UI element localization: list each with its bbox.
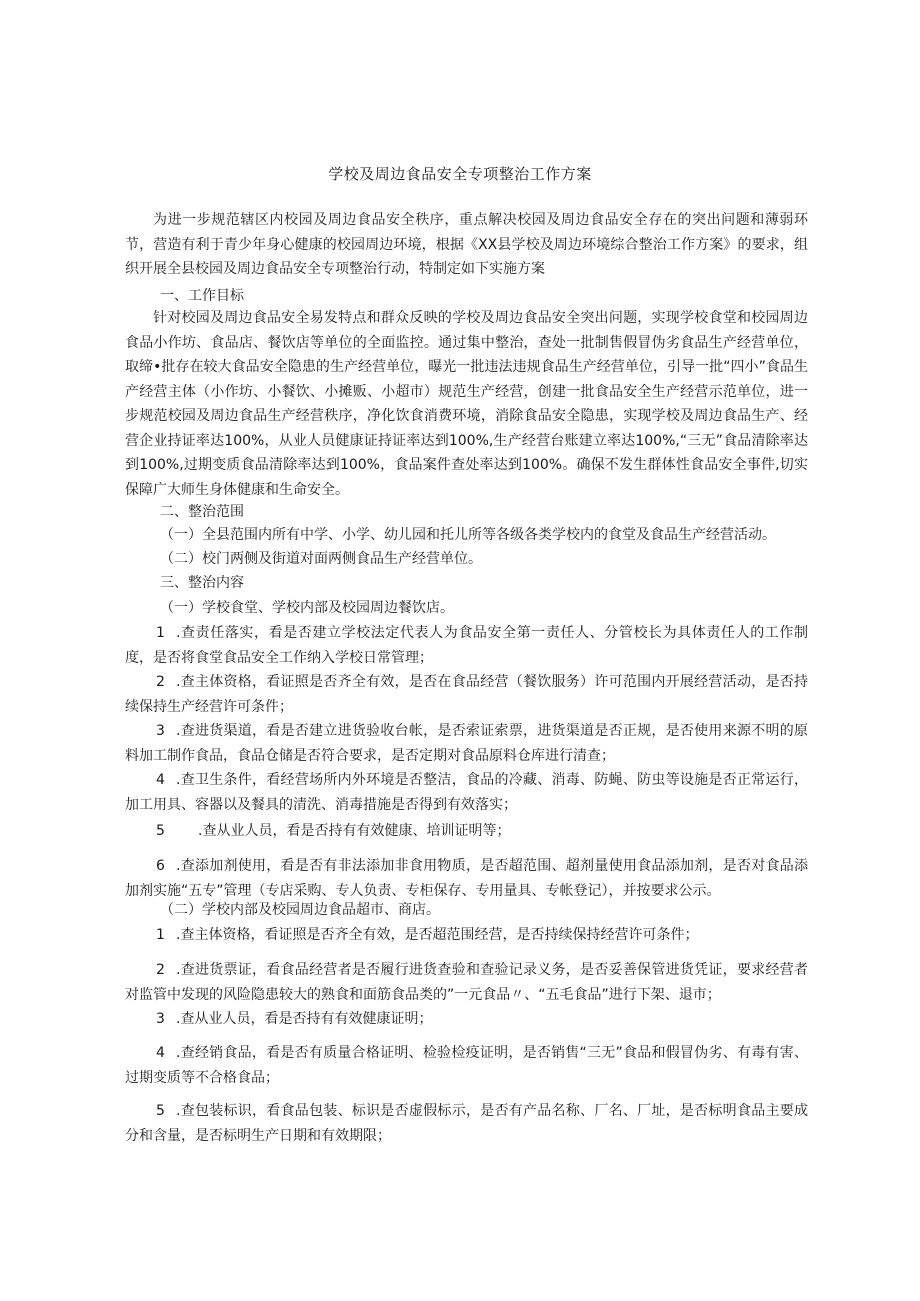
part1-item-5 bbox=[125, 819, 808, 844]
item-number: 5 bbox=[156, 823, 165, 839]
part2-item-4 bbox=[125, 1041, 808, 1091]
item-text: .查主体资格，看证照是否齐全有效，是否在食品经营（餐饮服务）许可范围内开展经营活动，是否持续保持生产经营许可条件； bbox=[125, 674, 808, 715]
item-number: 4 bbox=[156, 1045, 165, 1061]
section2-item-1: （一）全县范围内所有中学、小学、幼儿园和托儿所等各级各类学校内的食堂及食品生产经营活动。 bbox=[160, 527, 776, 543]
item-text: .查进货渠道，看是否建立进货验收台帐，是否索证索票，进货渠道是否正规，是否使用来源不明的原料加工制作食品，食品仓储是否符合要求，是否定期对食品原料仓库进行清查； bbox=[125, 723, 808, 764]
intro-paragraph: 为进一步规范辖区内校园及周边食品安全秩序，重点解决校园及周边食品安全存在的突出问题和薄弱环节，营造有利于青少年身心健康的校园周边环境，根据《XX县学校及周边环境综合整治工作方案》的要求，组织开展全县校园及周边食品安全专项整治行动，特制定如下实施方案 bbox=[125, 212, 808, 277]
item-text: .查从业人员，看是否持有有效健康证明； bbox=[176, 1011, 433, 1027]
section3-heading: 三、整治内容 bbox=[160, 575, 244, 591]
item-text: .查责任落实，看是否建立学校法定代表人为食品安全第一责任人、分管校长为具体责任人的工作制度，是否将食堂食品安全工作纳入学校日常管理； bbox=[125, 625, 808, 666]
item-number: 4 bbox=[156, 772, 165, 788]
item-number: 3 bbox=[156, 723, 165, 739]
item-text: .查添加剂使用，看是否有非法添加非食用物质，是否超范围、超剂量使用食品添加剂，是否对食品添加剂实施“五专”管理（专店采购、专人负责、专柜保存、专用量具、专帐登记），并按要求公示。 bbox=[125, 858, 808, 899]
item-text: .查从业人员，看是否持有有效健康、培训证明等； bbox=[198, 823, 511, 839]
part1-item-2 bbox=[125, 670, 808, 720]
item-text: .查卫生条件，看经营场所内外环境是否整洁，食品的冷藏、消毒、防蝇、防虫等设施是否正常运行，加工用具、容器以及餐具的清洗、消毒措施是否得到有效落实； bbox=[125, 772, 808, 813]
item-text: .查经销食品，看是否有质量合格证明、检验检疫证明，是否销售“三无”食品和假冒伪劣、有毒有害、过期变质等不合格食品； bbox=[125, 1045, 808, 1086]
item-number: 6 bbox=[156, 858, 165, 874]
item-text: .查包装标识，看食品包装、标识是否虚假标示，是否有产品名称、厂名、厂址，是否标明食品主要成分和含量，是否标明生产日期和有效期限； bbox=[125, 1103, 808, 1144]
item-number: 5 bbox=[156, 1103, 165, 1119]
section2-heading: 二、整治范围 bbox=[160, 504, 244, 520]
item-number: 3 bbox=[156, 1011, 165, 1027]
section3-part2-heading: （二）学校内部及校园周边食品超市、商店。 bbox=[160, 902, 440, 918]
part2-item-2 bbox=[125, 958, 808, 1008]
part2-item-3 bbox=[125, 1007, 808, 1032]
item-number: 2 bbox=[156, 674, 165, 690]
section1-body: 针对校园及周边食品安全易发特点和群众反映的学校及周边食品安全突出问题，实现学校食堂和校园周边食品小作坊、食品店、餐饮店等单位的全面监控。通过集中整治，查处一批制售假冒伪劣食品生产经营单位，取缔•批存在较大食品安全隐患的生产经营单位，曝光一批违法违规食品生产经营单位，引导一批“四小”食品生产经营主体（小作坊、小餐饮、小摊贩、小超市）规范生产经营，创建一批食品安全生产经营示范单位，进一步规范校园及周边食品生产经营秩序，净化饮食消费环境，消除食品安全隐患，实现学校及周边食品生产、经营企业持证率达100%，从业人员健康证持证率达到100%,生产经营台账建立率达100%,“三无”食品清除率达到100%,过期变质食品清除率达到100%，食品案件查处率达到100%。确保不发生群体性食品安全事件,切实保障广大师生身体健康和生命安全。 bbox=[125, 310, 808, 498]
section1-heading: 一、工作目标 bbox=[160, 288, 244, 304]
part2-item-1 bbox=[125, 923, 808, 948]
section3-part1-heading: （一）学校食堂、学校内部及校园周边餐饮店。 bbox=[160, 600, 454, 616]
part1-item-4 bbox=[125, 768, 808, 818]
part1-item-6 bbox=[125, 854, 808, 904]
item-text: .查进货票证，看食品经营者是否履行进货查验和查验记录义务，是否妥善保管进货凭证，要求经营者对监管中发现的风险隐患较大的熟食和面筋食品类的”一元食品〃、“五毛食品”进行下架、退市； bbox=[125, 962, 808, 1003]
item-number: 2 bbox=[156, 962, 165, 978]
item-number: 1 bbox=[156, 927, 165, 943]
item-text: .查主体资格，看证照是否齐全有效，是否超范围经营，是否持续保持经营许可条件； bbox=[176, 927, 699, 943]
part1-item-1 bbox=[125, 621, 808, 671]
item-number: 1 bbox=[156, 625, 165, 641]
part2-item-5 bbox=[125, 1099, 808, 1149]
section2-item-2: （二）校门两侧及街道对面两侧食品生产经营单位。 bbox=[160, 551, 482, 567]
document-title: 学校及周边食品安全专项整治工作方案 bbox=[328, 165, 592, 183]
part1-item-3 bbox=[125, 719, 808, 769]
